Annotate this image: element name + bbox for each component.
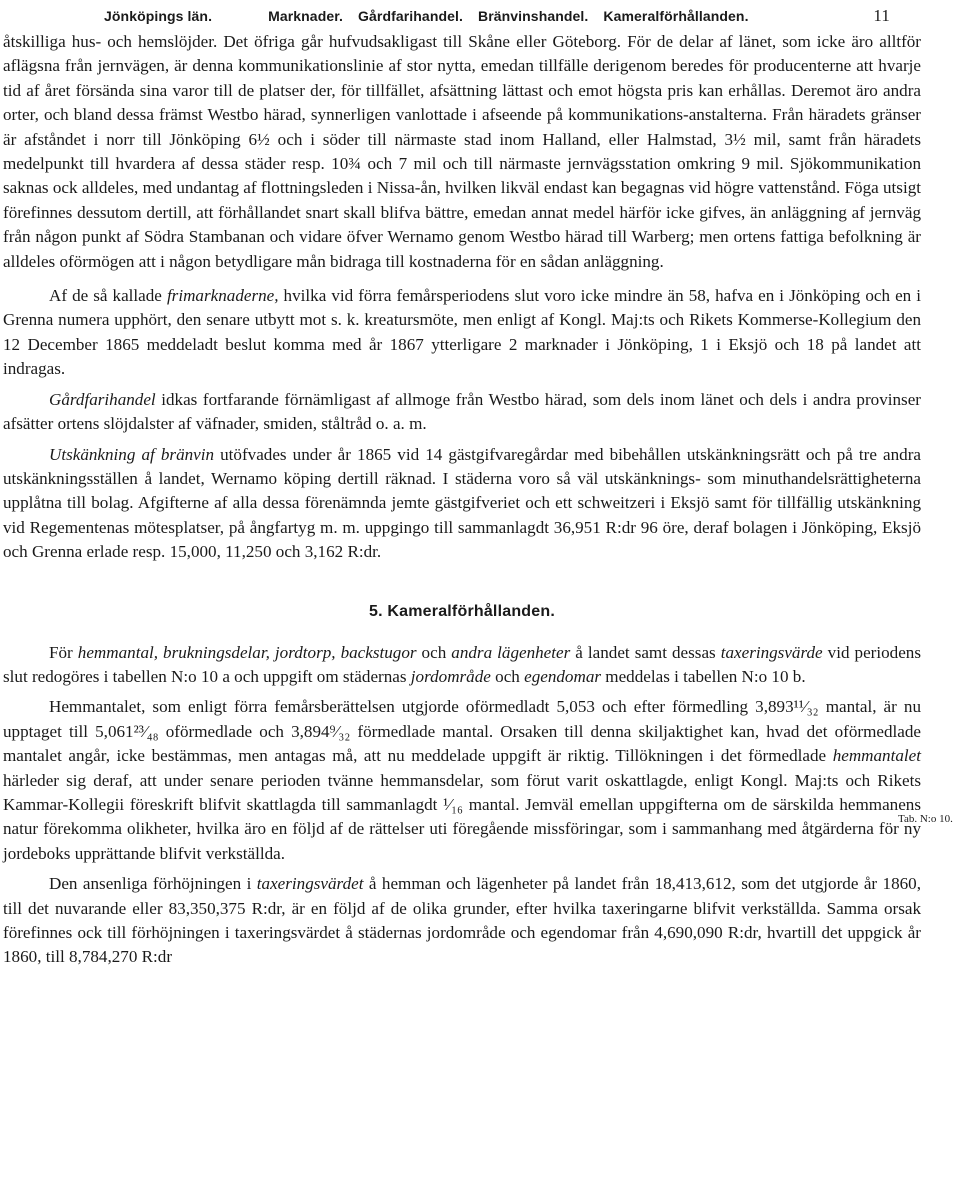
running-head	[4, 6, 956, 32]
header-topic-markets: Marknader.	[268, 8, 344, 24]
header-topic-cameral: Kameralförhållanden.	[603, 8, 749, 24]
peddling-term: Gårdfarihandel	[49, 389, 156, 409]
peddling-rest: idkas fortfarande förnämligast af allmoge från Westbo härad, som dels inom länet och dels i andra provinser afsätter ortens slöjdalster af väfnader, smiden, ståltråd o. a. m.	[3, 389, 921, 434]
tables-text-e: å landet samt dessas	[570, 642, 721, 662]
hemmantal-lead: Hemmantalet, som enligt förra femårsberättelsen utgjorde oförmedladt 5,053 och efter förmedling 3,893¹¹⁄₃₂ mantal, är nu upptaget till 5,061²³⁄₄₈ oförmedlade och 3,894⁹⁄₃₂ förmedlade mantal. Orsaken till denna skiljaktighet kan, hvad det oförmedlade mantalet angår, icke bestämmas, men antagas må, att nu meddelade uppgift är riktig. Tillökningen i det förmedlade	[3, 697, 921, 766]
paragraph-hemmantal	[3, 695, 921, 866]
markets-rest: hvilka vid förra femårsperiodens slut voro icke mindre än 58, hafva en i Jönköping och en i Grenna numera upphört, den senare utbytt mot s. k. kreatursmöte, men enligt af Kongl. Maj:ts och Rikets Kommerse-Kollegium den 12 December 1865 meddeladt beslut komma med år 1867 ytterligare 2 marknader i Jönköping, 1 i Eksjö och 18 på landet att indragas.	[3, 286, 922, 379]
increase-term: taxeringsvärdet	[256, 874, 364, 894]
tables-text-i: och	[490, 666, 525, 686]
header-place: Jönköpings län.	[104, 8, 213, 24]
increase-rest: å hemman och lägenheter på landet från 18,413,612, som det utgjorde år 1860, till det nuvarande eller 83,350,375 R:dr, är en följd af de olika grunder, efter hvilka taxeringarne blifvit verkställda. Samma orsak förefinnes ock till förhöjningen i taxeringsvärdet å städernas jordområde och egendomar från 4,690,090 R:dr, hvartill det uppgick år 1860, till 8,784,270 R:dr	[3, 874, 921, 967]
liquor-term: Utskänkning af bränvin	[49, 444, 215, 464]
tables-text-g: vid periodens slut redogöres i tabellen N:o 10 a och uppgift om städernas	[3, 642, 921, 686]
section-heading: 5. Kameralförhållanden.	[369, 602, 555, 620]
hemmantal-term: hemmantalet	[832, 746, 921, 766]
tables-text-k: meddelas i tabellen N:o 10 b.	[601, 666, 806, 686]
paragraph-tables	[3, 641, 921, 690]
paragraph-transport	[3, 30, 921, 274]
tables-term-properties: egendomar	[524, 666, 602, 686]
header-topic-liquor-trade: Bränvinshandel.	[477, 8, 589, 24]
paragraph-transport-text: åtskilliga hus- och hemslöjder. Det öfriga går hufvudsakligast till Skåne eller Göteborg. För de delar af länet, som icke äro alltför aflägsna från jernvägen, är denna kommunikationslinie af stor nytta, emedan tillfälle derigenom beredes för producenterne att hvarje tid af året försända sina varor till de platser der, för tillfället, afsättning lättast och emot högsta pris kan erhållas. Deremot äro andra orter, och bland dessa främst Westbo härad, synnerligen vanlottade i afseende på kommunikations-anstalterna. Från häradets gränser är afståndet i norr till Jönköping 6½ och i söder till närmaste stad inom Halland, eller Halmstad, 3½ mil, samt från häradets medelpunkt till hvardera af dessa städer resp. 10¾ och 7 mil och till närmaste jernvägsstation omkring 9 mil. Sjökommunikation saknas ock alldeles, med undantag af flottningsleden i Nissa-ån, hvilken likväl endast kan begagnas vid högre vattenstånd. Föga utsigt förefinnes dessutom dertill, att förhållandet snart skall blifva bättre, emedan annat medel härför icke gifves, än anläggning af jernväg från någon punkt af Södra Stambanan och vidare öfver Wernamo genom Westbo härad till Warberg; men ortens fattiga befolkning är alldeles oförmögen att i någon betydligare mån bidraga till kostnaderna för en sådan anläggning.	[3, 32, 921, 271]
margin-note-table-ref: Tab. N:o 10.	[898, 813, 953, 825]
hemmantal-rest: härleder sig deraf, att under senare perioden tvänne hemmansdelar, som förut varit oskattlagde, enligt Kongl. Maj:ts och Rikets Kammar-Kollegii föreskrift blifvit skattlagda till sammanlagdt ¹⁄₁₆ mantal. Jemväl emellan uppgifterna om de särskilda hemmanens natur förekomma olikheter, hvilka äro en följd af de rättelser uti föregående missföringar, som i sammanhang med åtgärderna för ny jordeboks upprättande blifvit verkställda.	[3, 770, 921, 863]
paragraph-liquor	[3, 443, 921, 565]
increase-lead: Den ansenliga förhöjningen i	[49, 874, 257, 894]
header-topic-peddling: Gårdfarihandel.	[358, 8, 463, 24]
paragraph-markets	[3, 284, 921, 382]
tables-text-a: För	[49, 642, 78, 662]
body-text	[3, 30, 921, 970]
tables-text-c: och	[416, 642, 452, 662]
tables-term-holdings: hemmantal, brukningsdelar, jordtorp, backstugor	[77, 642, 417, 662]
tables-term-land: jordområde	[410, 666, 491, 686]
paragraph-assessment-increase	[3, 872, 921, 970]
markets-term: frimarknaderne,	[166, 286, 279, 306]
header-topics	[268, 8, 748, 24]
tables-term-assessment: taxeringsvärde	[720, 642, 823, 662]
tables-term-other: andra lägenheter	[451, 642, 571, 662]
liquor-rest: utöfvades under år 1865 vid 14 gästgifvaregårdar med bibehållen utskänkningsrätt och på tre andra utskänkningsställen å landet, Wernamo köping dertill räknad. I städerna voro så väl utskänknings- som minuthandelsrättigheterna upplåtna till bolag. Afgifterne af alla dessa förenämnda jemte gästgifveriet och ett schweitzeri i Eksjö samt för tillfällig utskänkning vid Regementenas mötesplatser, på ångfartyg m. m. uppgingo till sammanlagdt 36,951 R:dr 96 öre, deraf bolagen i Jönköping, Eksjö och Grenna erlade resp. 15,000, 11,250 och 3,162 R:dr.	[3, 444, 921, 562]
page-number: 11	[873, 6, 890, 25]
paragraph-peddling	[3, 388, 921, 437]
markets-lead: Af de så kallade	[49, 286, 167, 306]
